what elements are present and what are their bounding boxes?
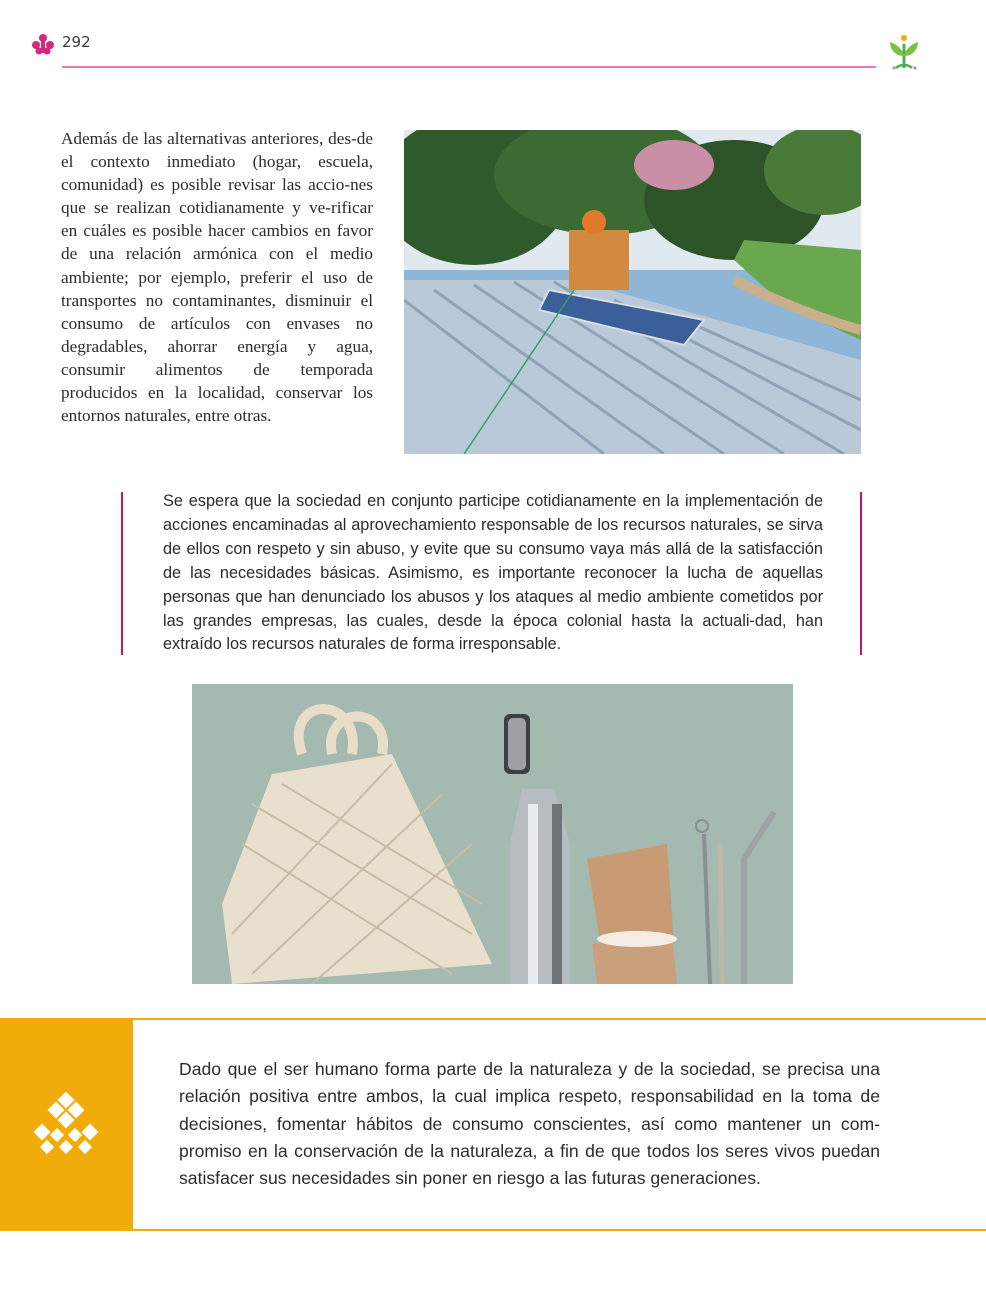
quote-bar-right xyxy=(860,492,862,655)
solar-panel-installation-photo xyxy=(404,130,861,454)
page-number: 292 xyxy=(62,33,91,51)
white-flower-emblem-icon xyxy=(30,1092,102,1160)
pink-flower-icon xyxy=(30,32,56,56)
reusable-items-photo xyxy=(192,684,793,984)
quote-bar-left xyxy=(121,492,123,655)
closing-rule-bottom xyxy=(133,1229,986,1231)
quote-paragraph: Se espera que la sociedad en conjunto participe cotidianamente en la implementación de acciones encaminadas al aprovechamiento responsable de los recursos naturales, se sirva de ellos con respeto y sin abuso, y evite que su consumo vaya más allá de la satisfacción de las necesidades básicas. Asimismo, es importante reconocer la lucha de aquellas personas que han denunciado los abusos y los ataques al medio ambiente cometidos por las grandes empresas, las cuales, desde la época colonial hasta la actuali-dad, han extraído los recursos naturales de forma irresponsable. xyxy=(163,492,823,654)
closing-paragraph: Dado que el ser humano forma parte de la naturaleza y de la sociedad, se precisa una relación positiva entre ambos, la cual implica respeto, responsabilidad en la toma de decisiones, fomentar hábitos de consumo conscientes, así como mantener un com-promiso en la conservación de la naturaleza, a fin de que todos los seres vivos puedan satisfacer sus necesidades sin poner en riesgo a las futuras generaciones. xyxy=(179,1059,880,1189)
header-rule xyxy=(62,66,876,68)
green-sprout-logo-icon xyxy=(884,30,924,72)
closing-rule-top xyxy=(133,1018,986,1020)
intro-paragraph: Además de las alternativas anteriores, des-de el contexto inmediato (hogar, escuela, comunidad) es posible revisar las accio-nes que se realizan cotidianamente y ve-rificar en cuáles es posible hacer cambios en favor de una relación armónica con el medio ambiente; por ejemplo, preferir el uso de transportes no contaminantes, disminuir el consumo de artículos con envases no degradables, ahorrar energía y agua, consumir alimentos de temporada producidos en la localidad, conservar los entornos naturales, entre otras. xyxy=(61,129,373,426)
